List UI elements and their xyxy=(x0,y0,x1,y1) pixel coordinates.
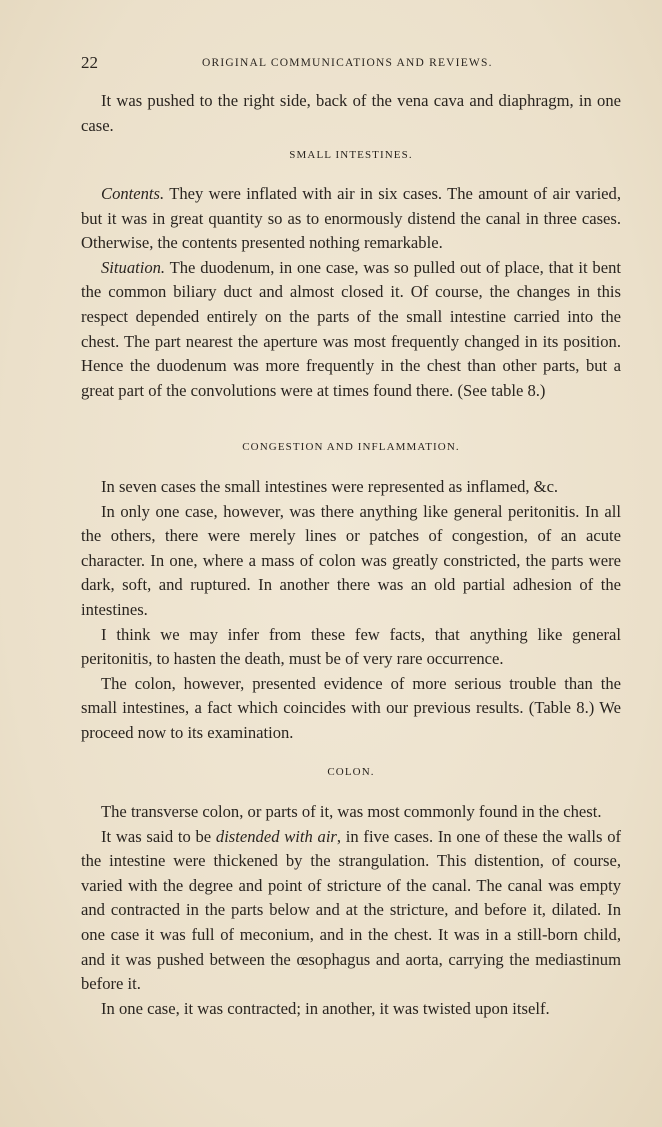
congestion-paragraph-2: In only one case, however, was there anything like general peritonitis. In all the others, there were merely lines or patches of congestion, of an acute character. In one, where a mass of colon was greatly constricted, the parts were dark, soft, and ruptured. In another there was an old partial adhesion of the intestines. xyxy=(81,501,621,619)
colon-paragraph-3: In one case, it was contracted; in another, it was twisted upon itself. xyxy=(101,998,550,1018)
section-heading-congestion: CONGESTION AND INFLAMMATION. xyxy=(242,441,460,453)
congestion-section xyxy=(81,475,621,746)
colon-section xyxy=(81,800,621,1021)
small-intestines-heading-block xyxy=(81,149,621,161)
colon-paragraph-2 xyxy=(81,825,621,997)
running-title: ORIGINAL COMMUNICATIONS AND REVIEWS. xyxy=(202,57,493,69)
section-heading-colon: COLON. xyxy=(327,766,375,778)
situation-label: Situation. xyxy=(101,257,166,277)
congestion-heading-block xyxy=(81,441,621,453)
situation-text: The duodenum, in one case, was so pulled out of place, that it bent the common biliary duct and almost closed it. Of course, the changes in this respect depended entirely on the parts of the small intestine carried into the chest. The part nearest the aperture was most frequently changed in its position. Hence the duodenum was more frequently in the chest than other parts, but a great part of the convolutions were at times found there. (See table 8.) xyxy=(81,257,621,400)
colon-heading-block xyxy=(81,766,621,778)
intro-block xyxy=(81,89,621,138)
congestion-paragraph-1: In seven cases the small intestines were represented as inflamed, &c. xyxy=(101,477,559,496)
contents-text: They were inflated with air in six cases. The amount of air varied, but it was in great quantity so as to enormously distend the canal in three cases. Otherwise, the contents presented nothing remarkable. xyxy=(81,184,621,253)
page-number: 22 xyxy=(81,53,98,72)
colon-paragraph-1: The transverse colon, or parts of it, was most commonly found in the chest. xyxy=(101,802,602,821)
congestion-paragraph-4: The colon, however, presented evidence of more serious trouble than the small intestines, a fact which coincides with our previous results. (Table 8.) We proceed now to its examination. xyxy=(81,673,621,742)
page-header xyxy=(81,53,622,75)
contents-paragraph xyxy=(81,182,621,256)
section-heading-small-intestines: SMALL INTESTINES. xyxy=(289,149,413,161)
colon-p2-emphasis: distended with air xyxy=(215,826,337,846)
contents-label: Contents. xyxy=(101,184,165,203)
situation-paragraph xyxy=(81,256,621,404)
small-intestines-section xyxy=(81,182,621,403)
congestion-paragraph-3: I think we may infer from these few facts, that anything like general peritonitis, to hasten the death, must be of very rare occurrence. xyxy=(81,624,621,669)
colon-p2-after: , in five cases. In one of these the walls of the intestine were thickened by the strangulation. This distention, of course, varied with the degree and point of stricture of the canal. The canal was empty and contracted in the parts below and at the stricture, and before it, dilated. In one case it was full of meconium, and in the chest. It was in a still-born child, and it was pushed between the œsophagus and aorta, carrying the mediastinum before it. xyxy=(81,826,622,994)
intro-paragraph: It was pushed to the right side, back of the vena cava and diaphragm, in one case. xyxy=(81,91,621,135)
colon-p2-before: It was said to be xyxy=(101,826,216,846)
